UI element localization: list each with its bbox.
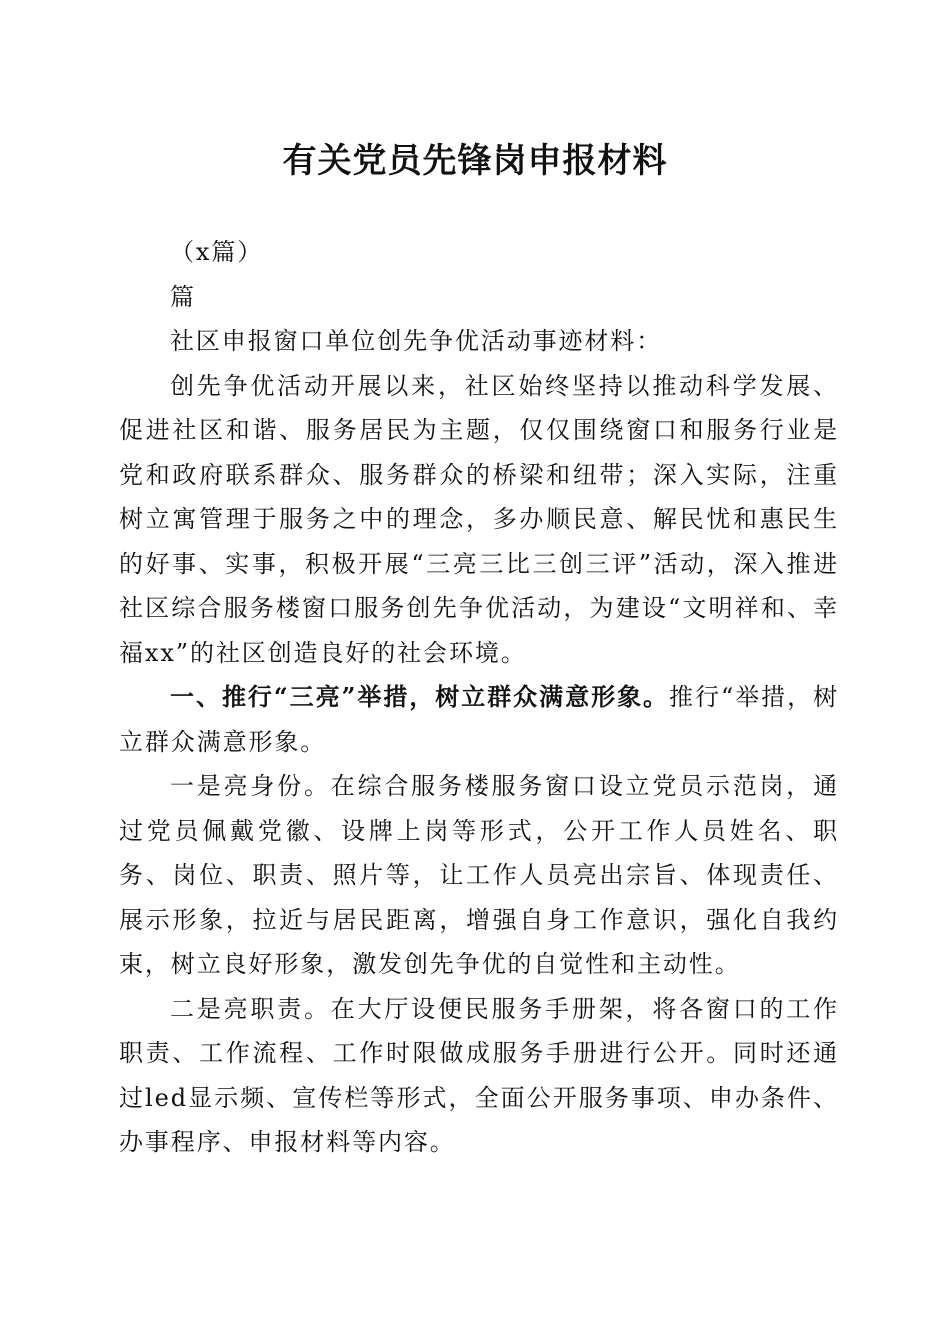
document-body — [119, 230, 839, 1165]
document-title: 有关党员先锋岗申报材料 — [282, 141, 668, 181]
paragraph-3 — [119, 987, 839, 1165]
paragraph-3-lead: 二是亮职责。 — [170, 994, 331, 1023]
paragraph-2 — [119, 764, 839, 987]
paragraph-1: 创先争优活动开展以来，社区始终坚持以推动科学发展、促进社区和谐、服务居民为主题，仅仅围绕窗口和服务行业是党和政府联系群众、服务群众的桥梁和纽带；深入实际，注重树立寓管理于服务之中的理念，多办顺民意、解民忧和惠民生的好事、实事，积极开展“三亮三比三创三评”活动，深入推进社区综合服务楼窗口服务创先争优活动，为建设“文明祥和、幸福xx”的社区创造良好的社会环境。 — [119, 371, 839, 667]
heading-1: 一、推行“三亮”举措，树立群众满意形象。 — [170, 682, 670, 711]
subtitle: （x篇） — [170, 238, 264, 266]
section-mark: 篇 — [170, 282, 196, 311]
heading-1-rest: 推行“举措，树立群众满意形象。 — [119, 683, 840, 756]
paragraph-2-lead: 一是亮身份。 — [170, 772, 331, 800]
paragraph-heading-1 — [119, 675, 839, 764]
paragraph-2-text: 在综合服务楼服务窗口设立党员示范岗，通过党员佩戴党徽、设牌上岗等形式，公开工作人员姓名、职务、岗位、职责、照片等，让工作人员亮出宗旨、体现责任、展示形象，拉近与居民距离，增强自身工作意识，强化自我约束，树立良好形象，激发创先争优的自觉性和主动性。 — [119, 772, 839, 978]
intro-line: 社区申报窗口单位创先争优活动事迹材料： — [170, 327, 663, 355]
paragraph-3-text: 在大厅设便民服务手册架，将各窗口的工作职责、工作流程、工作时限做成服务手册进行公开。同时还通过led显示频、宣传栏等形式，全面公开服务事项、申办条件、办事程序、申报材料等内容。 — [119, 994, 839, 1156]
